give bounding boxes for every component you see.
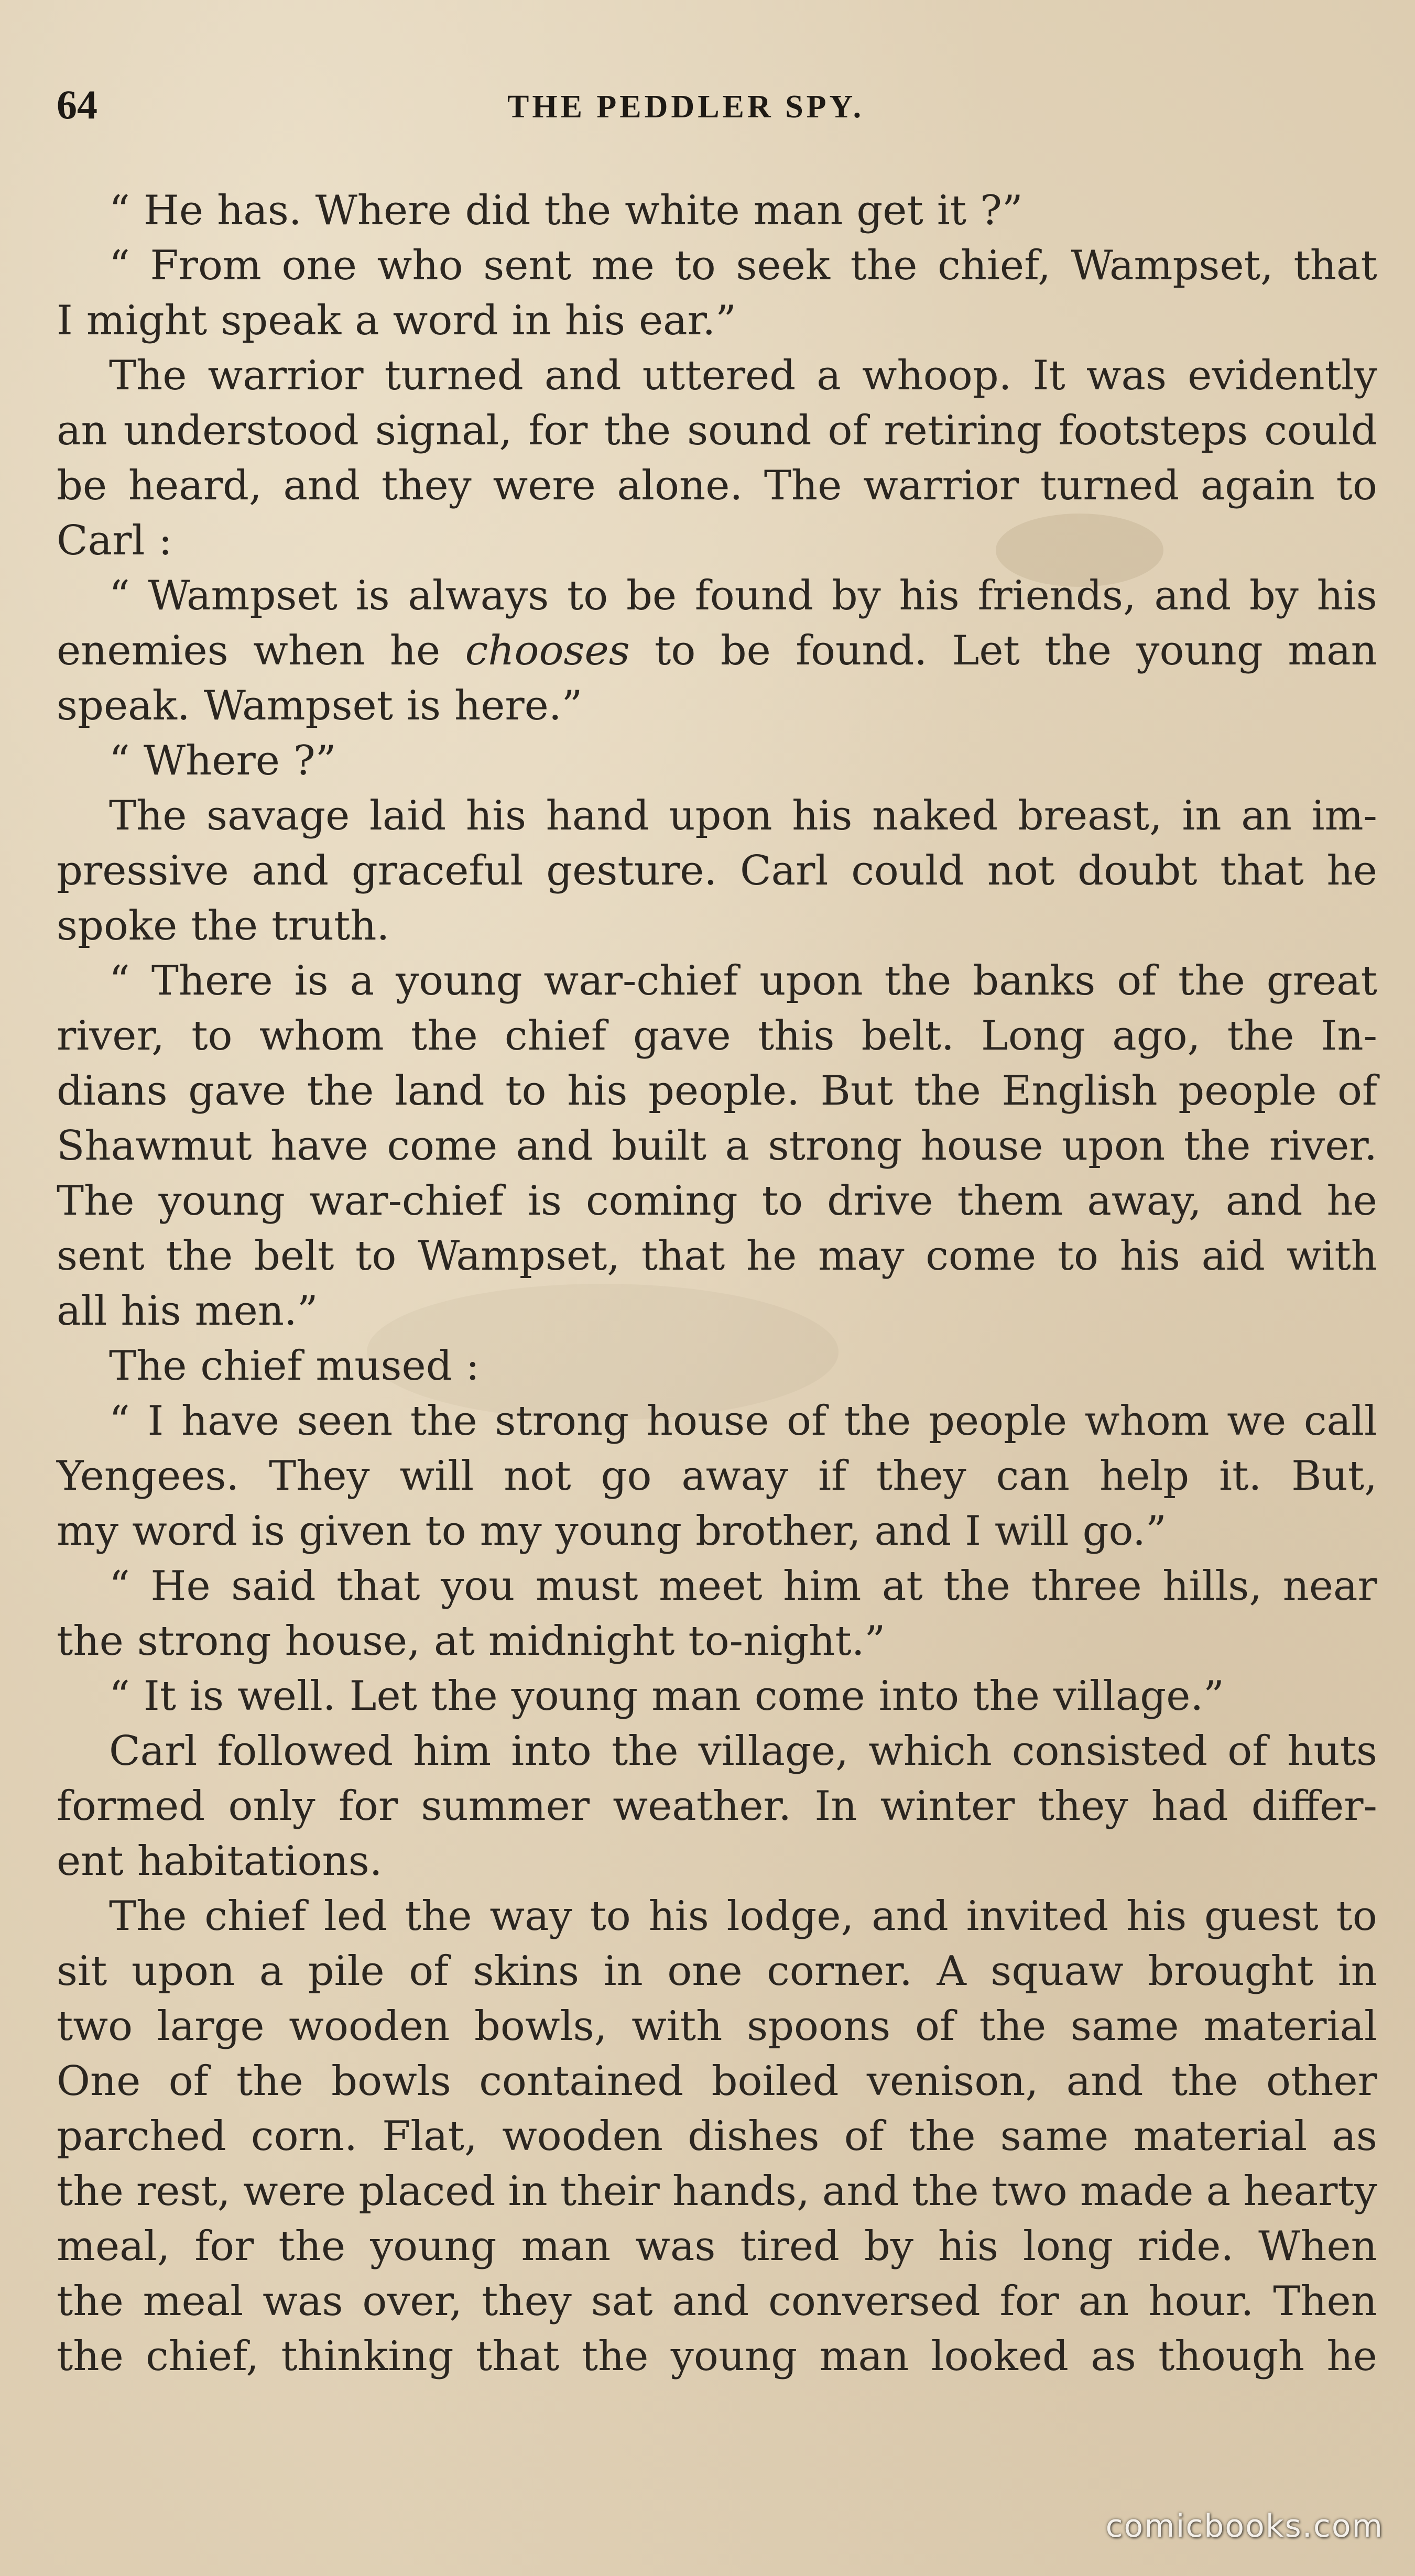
text-line: “ It is well. Let the young man come into the village.” — [109, 1673, 1225, 1720]
text-line: The chief led the way to his lodge, and invited his guest to — [109, 1893, 1377, 1940]
text-line: “ Wampset is always to be found by his friends, and by his — [109, 572, 1377, 619]
text-line: parched corn. Flat, wooden dishes of the same material as — [57, 2113, 1377, 2160]
text-line: be heard, and they were alone. The warrior turned again to — [57, 462, 1377, 509]
text-line: The warrior turned and uttered a whoop. It was evidently — [109, 352, 1377, 399]
text-line: “ From one who sent me to seek the chief, Wampset, that — [109, 242, 1377, 289]
text-line: “ He said that you must meet him at the three hills, near — [109, 1563, 1377, 1610]
text-line: One of the bowls contained boiled venison, and the other — [57, 2058, 1377, 2105]
page-number: 64 — [57, 82, 97, 127]
text-line: spoke the truth. — [57, 902, 390, 949]
text-line: formed only for summer weather. In winter they had differ- — [57, 1783, 1377, 1830]
text-line: two large wooden bowls, with spoons of the same material — [57, 2003, 1377, 2050]
text-line: dians gave the land to his people. But the English people of — [57, 1067, 1377, 1115]
text-line: an understood signal, for the sound of retiring footsteps could — [57, 407, 1377, 454]
text-line: ent habitations. — [57, 1838, 383, 1885]
running-head: THE PEDDLER SPY. — [507, 89, 865, 125]
text-line: Carl followed him into the village, which consisted of huts — [109, 1728, 1377, 1775]
text-line: all his men.” — [57, 1287, 318, 1335]
text-line: my word is given to my young brother, and I will go.” — [57, 1508, 1167, 1555]
text-line: the rest, were placed in their hands, and the two made a hearty — [57, 2168, 1377, 2215]
text-line: “ Where ?” — [109, 737, 336, 784]
text-line: “ There is a young war-chief upon the banks of the great — [109, 957, 1377, 1005]
text-line: pressive and graceful gesture. Carl could not doubt that he — [57, 847, 1377, 894]
text-line: “ He has. Where did the white man get it ?” — [109, 187, 1023, 234]
text-line: meal, for the young man was tired by his long ride. When — [57, 2223, 1377, 2270]
text-line: The young war-chief is coming to drive them away, and he — [57, 1177, 1377, 1225]
watermark: comicbooks.com — [1105, 2508, 1384, 2545]
page-header — [57, 79, 1356, 136]
body-text — [57, 183, 1377, 2384]
text-line: enemies when he chooses to be found. Let the young man — [57, 627, 1377, 674]
text-line: speak. Wampset is here.” — [57, 682, 583, 729]
text-line: the strong house, at midnight to-night.” — [57, 1618, 886, 1665]
text-line: “ I have seen the strong house of the people whom we call — [109, 1398, 1377, 1445]
text-line: Yengees. They will not go away if they can help it. But, — [57, 1453, 1377, 1500]
text-line: Shawmut have come and built a strong house upon the river. — [57, 1122, 1377, 1170]
text-line: The savage laid his hand upon his naked breast, in an im- — [109, 792, 1377, 839]
text-line: Carl : — [57, 517, 172, 564]
text-line: river, to whom the chief gave this belt. Long ago, the In- — [57, 1012, 1377, 1060]
text-line: the chief, thinking that the young man looked as though he — [57, 2333, 1377, 2380]
text-line: I might speak a word in his ear.” — [57, 297, 737, 344]
text-line: The chief mused : — [109, 1342, 480, 1390]
text-line: the meal was over, they sat and conversed for an hour. Then — [57, 2278, 1377, 2325]
text-line: sit upon a pile of skins in one corner. A squaw brought in — [57, 1948, 1377, 1995]
text-line: sent the belt to Wampset, that he may come to his aid with — [57, 1232, 1377, 1280]
